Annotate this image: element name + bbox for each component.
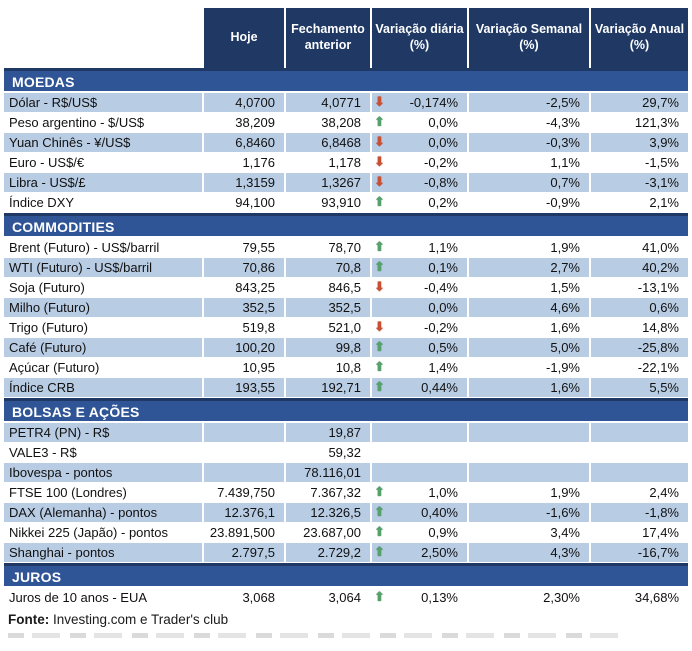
variacao-semanal-value: 1,9% [550, 240, 580, 255]
variacao-semanal-value: -1,9% [546, 360, 580, 375]
down-arrow-icon: ⬇ [374, 175, 385, 190]
table-row [4, 463, 688, 482]
variacao-anual-value: 5,5% [591, 378, 688, 397]
variacao-diaria-value: 1,0% [428, 485, 458, 500]
variacao-semanal-value: -0,9% [546, 195, 580, 210]
table-row [4, 318, 688, 337]
fechamento-anterior-value: 93,910 [321, 195, 361, 210]
variacao-anual-value: 2,1% [649, 195, 679, 210]
up-arrow-icon: ⬆ [374, 360, 385, 375]
variacao-diaria-value: -0,2% [424, 155, 458, 170]
variacao-anual-value: 2,4% [649, 485, 679, 500]
variacao-diaria-cell [372, 463, 467, 482]
table-row [4, 278, 688, 297]
variacao-semanal-value: 1,6% [550, 320, 580, 335]
column-header: Variação Semanal (%) [469, 8, 589, 68]
variacao-diaria-cell [372, 503, 467, 522]
variacao-diaria-value: -0,8% [424, 175, 458, 190]
variacao-anual-value: 14,8% [642, 320, 679, 335]
fechamento-anterior-value: 99,8 [286, 338, 370, 357]
variacao-anual-value [591, 423, 688, 442]
variacao-diaria-cell [372, 523, 467, 542]
fechamento-anterior-value: 192,71 [286, 378, 370, 397]
section-header: COMMODITIES [4, 213, 688, 236]
section-header: JUROS [4, 563, 688, 586]
fechamento-anterior-value: 78,70 [328, 240, 361, 255]
variacao-diaria-value: 0,0% [428, 135, 458, 150]
fechamento-anterior-value: 78.116,01 [286, 463, 370, 482]
row-label: Índice DXY [9, 195, 75, 210]
column-header: Fechamento anterior [286, 8, 370, 68]
variacao-semanal-value: 4,3% [469, 543, 589, 562]
hoje-value: 4,0700 [204, 93, 284, 112]
table-body [4, 68, 688, 607]
variacao-diaria-cell [372, 358, 467, 377]
variacao-diaria-cell [372, 258, 467, 277]
fechamento-anterior-value: 352,5 [286, 298, 370, 317]
table-row [4, 238, 688, 257]
variacao-semanal-value [469, 443, 589, 462]
variacao-anual-value: 121,3% [634, 115, 679, 130]
variacao-diaria-value: 0,9% [428, 525, 458, 540]
variacao-semanal-value: 1,9% [550, 485, 580, 500]
hoje-value: 843,25 [235, 280, 275, 295]
variacao-diaria-value: 0,13% [421, 590, 458, 605]
variacao-semanal-value: 2,7% [469, 258, 589, 277]
variacao-semanal-value: 1,6% [469, 378, 589, 397]
row-label: Peso argentino - $/US$ [9, 115, 145, 130]
row-label: Libra - US$/£ [4, 173, 202, 192]
variacao-diaria-cell [372, 193, 467, 212]
row-label: Açúcar (Futuro) [9, 360, 100, 375]
table-row [4, 588, 688, 607]
variacao-diaria-value: 0,40% [421, 505, 458, 520]
table-row [4, 543, 688, 562]
variacao-anual-value: 29,7% [591, 93, 688, 112]
variacao-diaria-cell [372, 113, 467, 132]
row-label: Trigo (Futuro) [9, 320, 88, 335]
variacao-diaria-cell [372, 153, 467, 172]
variacao-semanal-value: 1,1% [550, 155, 580, 170]
hoje-value: 79,55 [242, 240, 275, 255]
up-arrow-icon: ⬆ [374, 590, 385, 605]
row-label: PETR4 (PN) - R$ [4, 423, 202, 442]
variacao-anual-value: 34,68% [634, 590, 679, 605]
variacao-semanal-value: -1,6% [469, 503, 589, 522]
table-header-row [4, 8, 688, 68]
cropped-bottom-text-artifact [8, 633, 628, 638]
fechamento-anterior-value: 23.687,00 [303, 525, 361, 540]
row-label: WTI (Futuro) - US$/barril [4, 258, 202, 277]
column-header: Variação diária (%) [372, 8, 467, 68]
variacao-diaria-value: 0,44% [421, 380, 458, 395]
variacao-semanal-value: 0,7% [469, 173, 589, 192]
variacao-diaria-value: 0,1% [428, 260, 458, 275]
up-arrow-icon: ⬆ [374, 260, 385, 275]
table-row [4, 378, 688, 397]
row-label: Juros de 10 anos - EUA [9, 590, 148, 605]
variacao-diaria-cell [372, 543, 467, 562]
hoje-value: 23.891,500 [209, 525, 275, 540]
variacao-diaria-cell [372, 173, 467, 192]
variacao-semanal-value: 3,4% [550, 525, 580, 540]
down-arrow-icon: ⬇ [374, 135, 385, 150]
fechamento-anterior-value: 2.729,2 [286, 543, 370, 562]
table-row [4, 423, 688, 442]
hoje-value [204, 423, 284, 442]
table-row [4, 173, 688, 192]
row-label: Milho (Futuro) [4, 298, 202, 317]
variacao-semanal-value: 4,6% [469, 298, 589, 317]
fechamento-anterior-value: 846,5 [328, 280, 361, 295]
hoje-value: 1,3159 [204, 173, 284, 192]
up-arrow-icon: ⬆ [374, 545, 385, 560]
column-header: Hoje [204, 8, 284, 68]
variacao-semanal-value: -0,3% [469, 133, 589, 152]
variacao-diaria-value: 0,2% [428, 195, 458, 210]
hoje-value: 2.797,5 [204, 543, 284, 562]
variacao-diaria-value: 1,4% [428, 360, 458, 375]
source-text: Investing.com e Trader's club [49, 612, 229, 627]
variacao-diaria-value: -0,2% [424, 320, 458, 335]
variacao-diaria-cell [372, 588, 467, 607]
table-row [4, 133, 688, 152]
down-arrow-icon: ⬇ [374, 320, 385, 335]
fechamento-anterior-value: 10,8 [335, 360, 361, 375]
up-arrow-icon: ⬆ [374, 195, 385, 210]
up-arrow-icon: ⬆ [374, 505, 385, 520]
table-row [4, 358, 688, 377]
variacao-anual-value: 40,2% [591, 258, 688, 277]
row-label: Euro - US$/€ [9, 155, 85, 170]
hoje-value: 3,068 [242, 590, 275, 605]
variacao-semanal-value: 2,30% [543, 590, 580, 605]
table-row [4, 258, 688, 277]
fechamento-anterior-value: 1,3267 [286, 173, 370, 192]
variacao-semanal-value [469, 463, 589, 482]
down-arrow-icon: ⬇ [374, 280, 385, 295]
row-label: DAX (Alemanha) - pontos [4, 503, 202, 522]
section-header: MOEDAS [4, 68, 688, 91]
hoje-value: 6,8460 [204, 133, 284, 152]
variacao-semanal-value [469, 423, 589, 442]
table-row [4, 338, 688, 357]
fechamento-anterior-value: 1,178 [328, 155, 361, 170]
down-arrow-icon: ⬇ [374, 155, 385, 170]
source-label: Fonte: [8, 612, 50, 627]
variacao-diaria-cell [372, 298, 467, 317]
fechamento-anterior-value: 38,208 [321, 115, 361, 130]
variacao-anual-value: 3,9% [591, 133, 688, 152]
variacao-diaria-value: -0,174% [409, 95, 458, 110]
hoje-value: 7.439,750 [217, 485, 275, 500]
variacao-semanal-value: -4,3% [546, 115, 580, 130]
hoje-value: 10,95 [242, 360, 275, 375]
fechamento-anterior-value: 7.367,32 [310, 485, 361, 500]
up-arrow-icon: ⬆ [374, 525, 385, 540]
row-label: FTSE 100 (Londres) [9, 485, 127, 500]
table-row [4, 193, 688, 212]
variacao-diaria-cell [372, 338, 467, 357]
variacao-diaria-cell [372, 443, 467, 462]
hoje-value [204, 463, 284, 482]
hoje-value: 94,100 [235, 195, 275, 210]
variacao-diaria-cell [372, 133, 467, 152]
hoje-value: 193,55 [204, 378, 284, 397]
table-row [4, 93, 688, 112]
fechamento-anterior-value: 3,064 [328, 590, 361, 605]
hoje-value: 100,20 [204, 338, 284, 357]
hoje-value [204, 443, 284, 462]
variacao-diaria-value: 0,5% [428, 340, 458, 355]
fechamento-anterior-value: 521,0 [328, 320, 361, 335]
variacao-diaria-cell [372, 93, 467, 112]
hoje-value: 519,8 [242, 320, 275, 335]
variacao-diaria-cell [372, 238, 467, 257]
variacao-semanal-value: 5,0% [469, 338, 589, 357]
variacao-anual-value: -1,5% [645, 155, 679, 170]
source-note [8, 612, 688, 627]
variacao-diaria-cell [372, 318, 467, 337]
row-label: Brent (Futuro) - US$/barril [9, 240, 160, 255]
table-row [4, 523, 688, 542]
hoje-value: 1,176 [242, 155, 275, 170]
variacao-diaria-cell [372, 378, 467, 397]
variacao-anual-value: -3,1% [591, 173, 688, 192]
table-row [4, 298, 688, 317]
row-label: Ibovespa - pontos [4, 463, 202, 482]
table-row [4, 503, 688, 522]
hoje-value: 38,209 [235, 115, 275, 130]
down-arrow-icon: ⬇ [374, 95, 385, 110]
variacao-diaria-value: 1,1% [428, 240, 458, 255]
variacao-anual-value [591, 443, 688, 462]
variacao-diaria-value: 0,0% [428, 115, 458, 130]
variacao-anual-value: 17,4% [642, 525, 679, 540]
variacao-anual-value: 0,6% [591, 298, 688, 317]
up-arrow-icon: ⬆ [374, 115, 385, 130]
row-label: Shanghai - pontos [4, 543, 202, 562]
table-row [4, 443, 688, 462]
row-label: VALE3 - R$ [9, 445, 77, 460]
fechamento-anterior-value: 70,8 [286, 258, 370, 277]
up-arrow-icon: ⬆ [374, 240, 385, 255]
variacao-diaria-cell [372, 483, 467, 502]
hoje-value: 70,86 [204, 258, 284, 277]
variacao-anual-value: -22,1% [637, 360, 679, 375]
variacao-diaria-cell [372, 423, 467, 442]
fechamento-anterior-value: 19,87 [286, 423, 370, 442]
variacao-anual-value: 41,0% [642, 240, 679, 255]
variacao-anual-value: -1,8% [591, 503, 688, 522]
fechamento-anterior-value: 59,32 [328, 445, 361, 460]
row-label: Dólar - R$/US$ [4, 93, 202, 112]
section-header: BOLSAS E AÇÕES [4, 398, 688, 421]
variacao-diaria-value: 2,50% [421, 545, 458, 560]
variacao-semanal-value: -2,5% [469, 93, 589, 112]
hoje-value: 12.376,1 [204, 503, 284, 522]
row-label: Índice CRB [4, 378, 202, 397]
row-label: Nikkei 225 (Japão) - pontos [9, 525, 168, 540]
up-arrow-icon: ⬆ [374, 485, 385, 500]
variacao-anual-value [591, 463, 688, 482]
table-row [4, 153, 688, 172]
variacao-semanal-value: 1,5% [550, 280, 580, 295]
variacao-diaria-value: 0,0% [428, 300, 458, 315]
fechamento-anterior-value: 4,0771 [286, 93, 370, 112]
row-label: Soja (Futuro) [9, 280, 85, 295]
table-row [4, 483, 688, 502]
variacao-diaria-cell [372, 278, 467, 297]
table-row [4, 113, 688, 132]
up-arrow-icon: ⬆ [374, 340, 385, 355]
row-label: Yuan Chinês - ¥/US$ [4, 133, 202, 152]
variacao-anual-value: -13,1% [637, 280, 679, 295]
fechamento-anterior-value: 6,8468 [286, 133, 370, 152]
variacao-anual-value: -16,7% [591, 543, 688, 562]
variacao-anual-value: -25,8% [591, 338, 688, 357]
fechamento-anterior-value: 12.326,5 [286, 503, 370, 522]
up-arrow-icon: ⬆ [374, 380, 385, 395]
column-header: Variação Anual (%) [591, 8, 688, 68]
hoje-value: 352,5 [204, 298, 284, 317]
variacao-diaria-value: -0,4% [424, 280, 458, 295]
header-spacer [4, 8, 202, 68]
row-label: Café (Futuro) [4, 338, 202, 357]
